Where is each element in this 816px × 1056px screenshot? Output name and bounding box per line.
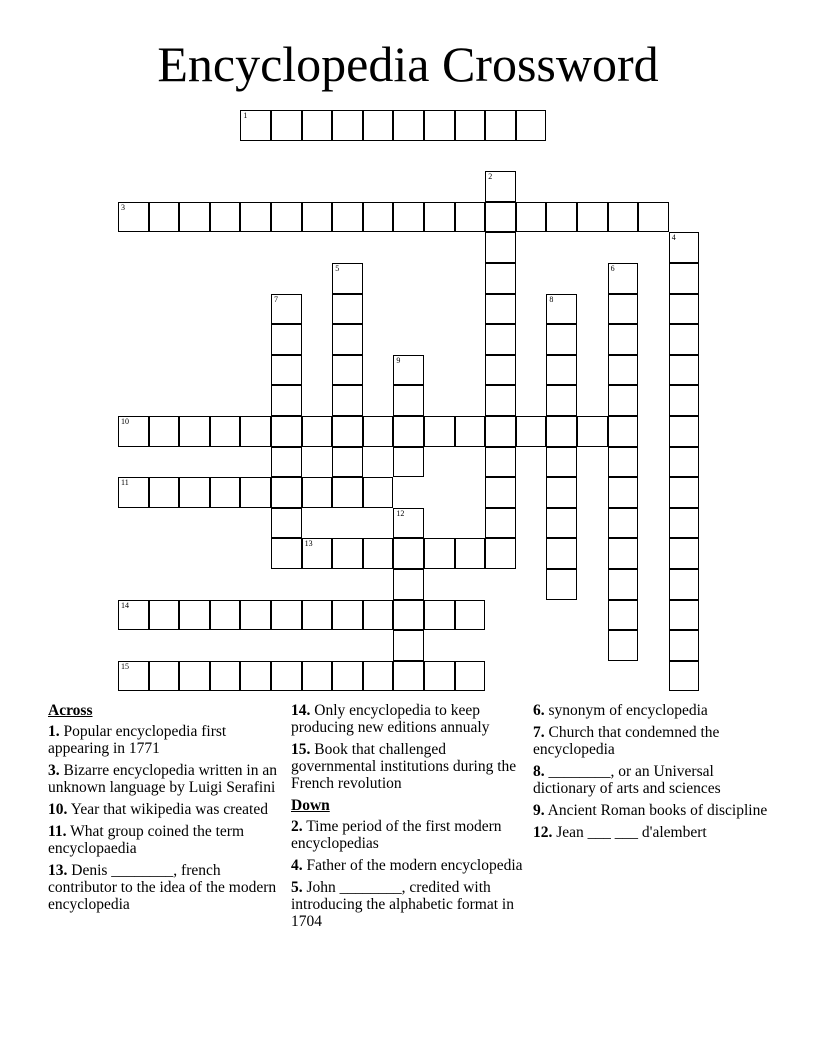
grid-cell[interactable] [332,385,363,416]
clue-text: synonym of encyclopedia [548,702,708,719]
grid-cell[interactable] [393,416,424,447]
grid-cell[interactable] [302,477,333,508]
grid-cell[interactable] [179,202,210,233]
grid-cell[interactable] [485,416,516,447]
clue-number: 14 [121,600,129,610]
grid-cell[interactable] [608,385,639,416]
clue-number-label: 9. [533,802,545,819]
grid-cell[interactable] [393,538,424,569]
grid-cell[interactable] [332,202,363,233]
clue-text: Denis ________, french contributor to the idea of the modern encyclopedia [48,862,277,913]
grid-cell[interactable] [455,661,486,692]
grid-cell[interactable] [485,294,516,325]
grid-cell[interactable] [332,294,363,325]
grid-cell[interactable] [546,416,577,447]
grid-cell[interactable] [485,355,516,386]
clue-item [533,724,769,758]
grid-cell[interactable] [608,324,639,355]
grid-cell[interactable] [271,447,302,478]
clue-text: Popular encyclopedia first appearing in 1771 [48,723,227,757]
grid-cell[interactable] [424,600,455,631]
grid-cell[interactable] [240,600,271,631]
grid-cell[interactable] [669,385,700,416]
grid-cell[interactable] [669,661,700,692]
clue-number-label: 11. [48,823,67,840]
grid-cell[interactable] [118,600,149,631]
grid-cell[interactable] [424,538,455,569]
grid-cell[interactable] [149,202,180,233]
clue-item [291,879,527,930]
grid-cell[interactable] [485,202,516,233]
clue-text: Year that wikipedia was created [70,801,268,818]
grid-cell[interactable] [302,416,333,447]
grid-cell[interactable] [210,600,241,631]
clue-number: 10 [121,417,129,426]
grid-cell[interactable] [669,538,700,569]
grid-cell[interactable] [669,324,700,355]
grid-cell[interactable] [608,355,639,386]
grid-cell[interactable] [638,202,669,233]
grid-cell[interactable] [240,202,271,233]
clue-number-label: 12. [533,824,553,841]
clue-number: 4 [671,233,676,243]
clue-number-label: 5. [291,879,303,896]
grid-cell[interactable] [669,600,700,631]
grid-cell[interactable] [577,202,608,233]
clue-item [533,824,769,841]
clue-item [533,763,769,797]
grid-cell[interactable] [424,202,455,233]
grid-cell[interactable] [608,416,639,447]
clue-number: 5 [335,264,340,273]
grid-cell[interactable] [210,416,241,447]
clue-text: John ________, credited with introducing the alphabetic format in 1704 [291,879,514,930]
clue-text: Only encyclopedia to keep producing new editions annualy [291,702,490,736]
clue-number-label: 15. [291,741,311,758]
grid-cell[interactable] [332,263,363,294]
clue-item [533,702,769,719]
grid-cell[interactable] [332,355,363,386]
clue-item [48,801,284,818]
clue-item [48,862,284,913]
grid-cell[interactable] [546,385,577,416]
grid-cell[interactable] [271,324,302,355]
grid-cell[interactable] [669,569,700,600]
clue-number-label: 10. [48,801,68,818]
grid-cell[interactable] [424,110,455,141]
clues-column-3 [533,702,769,846]
grid-cell[interactable] [302,202,333,233]
grid-cell[interactable] [271,538,302,569]
grid-cell[interactable] [546,569,577,600]
clue-text: What group coined the term encyclopaedia [48,823,245,857]
grid-cell[interactable] [210,202,241,233]
clue-item [291,818,527,852]
grid-cell[interactable] [485,508,516,539]
grid-cell[interactable] [118,477,149,508]
clue-text: ________, or an Universal dictionary of arts and sciences [533,763,721,797]
clue-number: 9 [396,355,401,365]
grid-cell[interactable] [149,661,180,692]
grid-cell[interactable] [271,385,302,416]
grid-cell[interactable] [149,600,180,631]
grid-cell[interactable] [608,202,639,233]
grid-cell[interactable] [332,661,363,692]
clue-section-header: Down [291,797,330,814]
grid-cell[interactable] [393,661,424,692]
grid-cell[interactable] [332,477,363,508]
clue-text: Book that challenged governmental institutions during the French revolution [291,741,517,792]
clue-number: 6 [610,264,615,273]
clue-number: 11 [121,478,129,488]
grid-cell[interactable] [455,110,486,141]
grid-cell[interactable] [669,447,700,478]
grid-cell[interactable] [240,477,271,508]
clue-number: 2 [488,172,493,182]
clue-text: Bizarre encyclopedia written in an unknown language by Luigi Serafini [48,762,277,796]
grid-cell[interactable] [271,661,302,692]
clue-item [291,702,527,736]
grid-cell[interactable] [393,385,424,416]
grid-cell[interactable] [669,232,700,263]
clue-item [291,857,527,874]
clues-column-2 [291,702,527,935]
clues-column-1 [48,702,284,918]
grid-cell[interactable] [363,600,394,631]
grid-cell[interactable] [118,661,149,692]
grid-cell[interactable] [302,661,333,692]
grid-cell[interactable] [424,661,455,692]
grid-cell[interactable] [332,324,363,355]
grid-cell[interactable] [669,263,700,294]
grid-cell[interactable] [455,416,486,447]
grid-cell[interactable] [271,508,302,539]
grid-cell[interactable] [424,416,455,447]
grid-cell[interactable] [546,324,577,355]
grid-cell[interactable] [485,538,516,569]
clue-item [48,723,284,757]
grid-cell[interactable] [363,416,394,447]
grid-cell[interactable] [546,202,577,233]
clue-number: 7 [274,294,278,304]
clue-text: Church that condemned the encyclopedia [533,724,720,758]
grid-cell[interactable] [485,110,516,141]
grid-cell[interactable] [669,630,700,661]
clue-number-label: 6. [533,702,545,719]
grid-cell[interactable] [669,416,700,447]
clue-item [48,762,284,796]
grid-cell[interactable] [455,600,486,631]
grid-cell[interactable] [546,447,577,478]
grid-cell[interactable] [608,477,639,508]
grid-cell[interactable] [516,110,547,141]
grid-cell[interactable] [393,630,424,661]
grid-cell[interactable] [516,416,547,447]
grid-cell[interactable] [363,538,394,569]
grid-cell[interactable] [516,202,547,233]
grid-cell[interactable] [118,416,149,447]
grid-cell[interactable] [179,600,210,631]
clue-number-label: 1. [48,723,60,740]
grid-cell[interactable] [271,477,302,508]
grid-cell[interactable] [179,416,210,447]
clue-number: 12 [396,508,405,518]
grid-cell[interactable] [608,600,639,631]
grid-cell[interactable] [455,538,486,569]
grid-cell[interactable] [149,416,180,447]
grid-cell[interactable] [332,538,363,569]
clue-item [533,802,769,819]
clue-item [291,741,527,792]
clue-number-label: 8. [533,763,545,780]
clue-number-label: 13. [48,862,68,879]
grid-cell[interactable] [669,294,700,325]
clue-number-label: 14. [291,702,311,719]
clue-number-label: 2. [291,818,303,835]
grid-cell[interactable] [669,355,700,386]
clue-text: Time period of the first modern encyclopedias [291,818,502,852]
grid-cell[interactable] [455,202,486,233]
grid-cell[interactable] [210,661,241,692]
grid-cell[interactable] [332,110,363,141]
page-title: Encyclopedia Crossword [157,36,659,92]
clue-text: Ancient Roman books of discipline [547,802,768,819]
grid-cell[interactable] [271,355,302,386]
grid-cell[interactable] [485,447,516,478]
clue-number: 8 [549,294,554,304]
grid-cell[interactable] [485,232,516,263]
grid-cell[interactable] [485,171,516,202]
grid-cell[interactable] [332,600,363,631]
grid-cell[interactable] [363,477,394,508]
grid-cell[interactable] [118,202,149,233]
grid-cell[interactable] [546,477,577,508]
grid-cell[interactable] [608,630,639,661]
grid-cell[interactable] [240,661,271,692]
grid-cell[interactable] [546,355,577,386]
clue-text: Jean ___ ___ d'alembert [556,824,707,841]
clue-number-label: 3. [48,762,60,779]
grid-cell[interactable] [271,416,302,447]
grid-cell[interactable] [546,294,577,325]
grid-cell[interactable] [669,477,700,508]
grid-cell[interactable] [608,538,639,569]
grid-cell[interactable] [149,477,180,508]
grid-cell[interactable] [363,110,394,141]
clue-number: 15 [121,661,129,671]
grid-cell[interactable] [271,600,302,631]
grid-cell[interactable] [210,477,241,508]
grid-cell[interactable] [393,202,424,233]
grid-cell[interactable] [577,416,608,447]
clue-number: 1 [243,111,248,120]
grid-cell[interactable] [271,294,302,325]
grid-cell[interactable] [332,416,363,447]
grid-cell[interactable] [608,263,639,294]
grid-cell[interactable] [393,569,424,600]
clue-number: 13 [304,539,313,549]
grid-cell[interactable] [179,477,210,508]
grid-cell[interactable] [393,355,424,386]
clue-item [48,823,284,857]
grid-cell[interactable] [485,477,516,508]
grid-cell[interactable] [608,294,639,325]
grid-cell[interactable] [240,416,271,447]
grid-cell[interactable] [485,324,516,355]
clue-number-label: 7. [533,724,545,741]
grid-cell[interactable] [546,508,577,539]
clue-section-header: Across [48,702,93,719]
grid-cell[interactable] [669,508,700,539]
grid-cell[interactable] [240,110,271,141]
grid-cell[interactable] [546,538,577,569]
grid-cell[interactable] [393,508,424,539]
grid-cell[interactable] [485,385,516,416]
clue-text: Father of the modern encyclopedia [306,857,523,874]
grid-cell[interactable] [608,569,639,600]
grid-cell[interactable] [302,538,333,569]
grid-cell[interactable] [393,447,424,478]
grid-cell[interactable] [332,447,363,478]
grid-cell[interactable] [363,202,394,233]
grid-cell[interactable] [271,110,302,141]
grid-cell[interactable] [485,263,516,294]
clue-number: 3 [121,202,125,212]
clue-number-label: 4. [291,857,303,874]
grid-cell[interactable] [302,600,333,631]
grid-cell[interactable] [608,508,639,539]
grid-cell[interactable] [393,600,424,631]
grid-cell[interactable] [363,661,394,692]
grid-cell[interactable] [271,202,302,233]
grid-cell[interactable] [179,661,210,692]
grid-cell[interactable] [302,110,333,141]
grid-cell[interactable] [393,110,424,141]
grid-cell[interactable] [608,447,639,478]
